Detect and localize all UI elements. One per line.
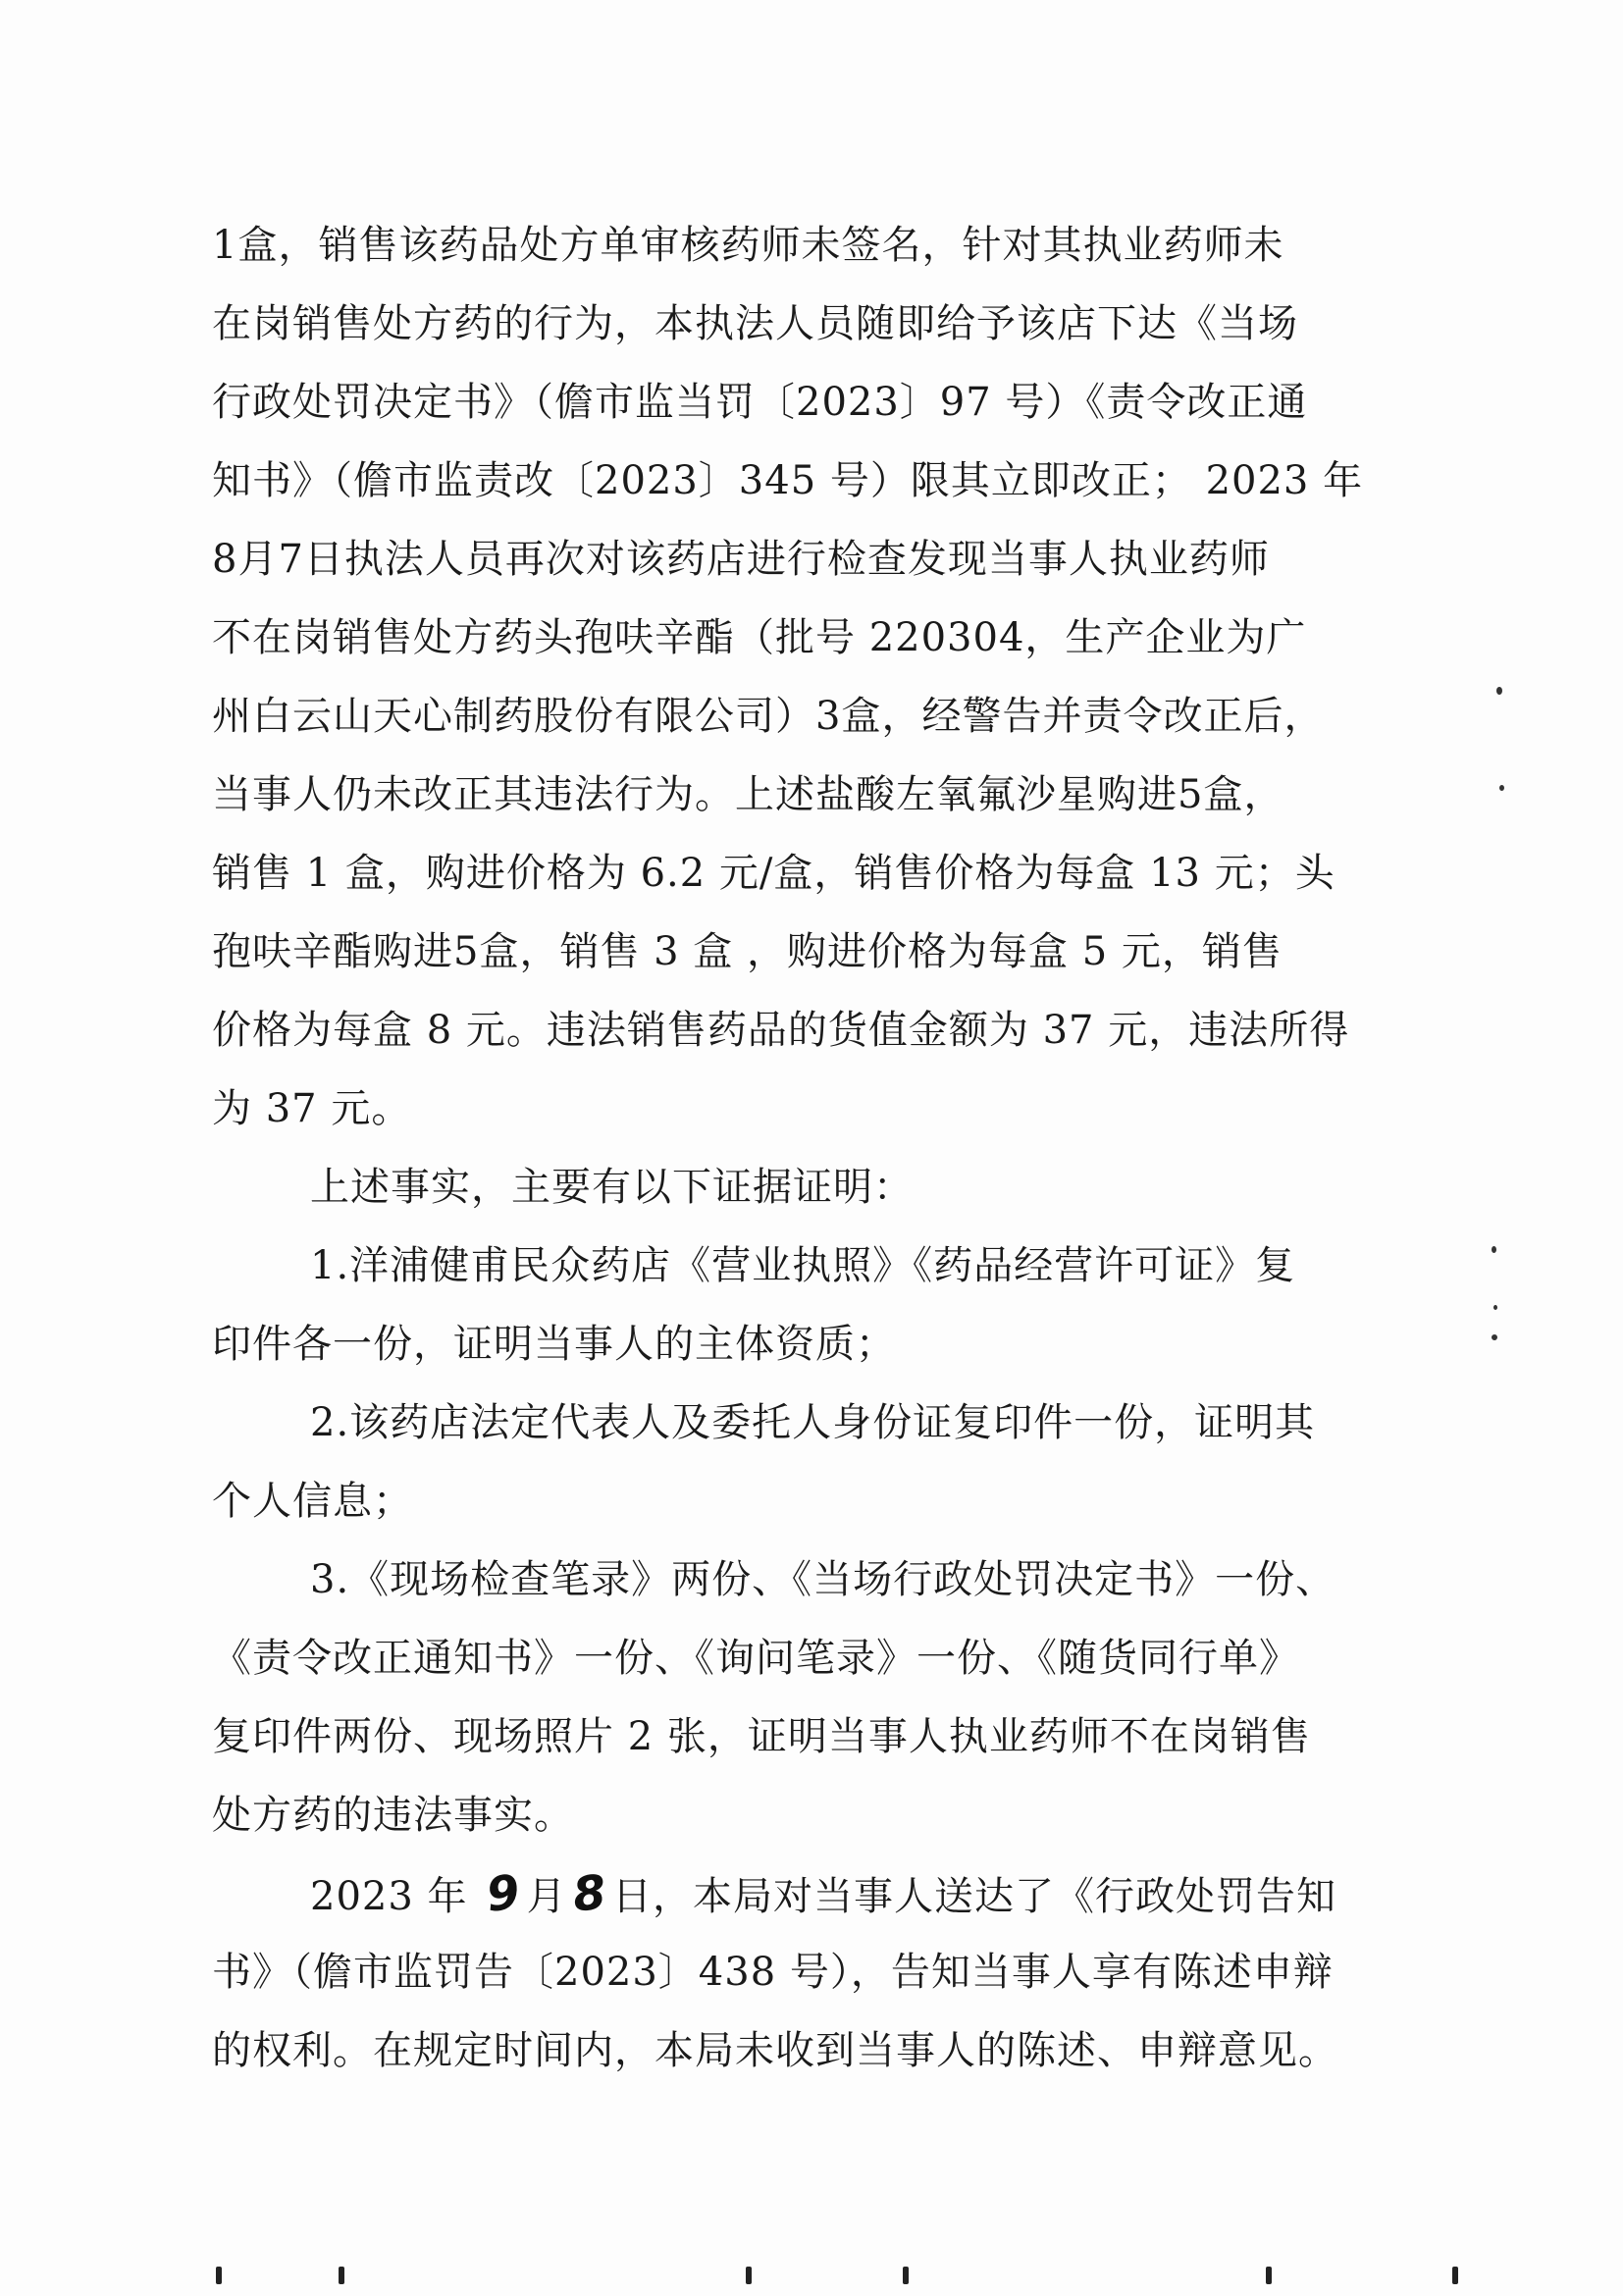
bottom-scan-marks (196, 2257, 1472, 2286)
scan-speck (1492, 1246, 1496, 1253)
scan-mark (1452, 2267, 1458, 2284)
text-line: 1.洋浦健甫民众药店《营业执照》《药品经营许可证》复 (310, 1243, 1296, 1288)
text-line: 知书》（儋市监责改〔2023〕345 号）限其立即改正； 2023 年 (212, 458, 1364, 503)
text-line: 的权利。在规定时间内，本局未收到当事人的陈述、申辩意见。 (212, 2028, 1338, 2073)
text-line: 处方药的违法事实。 (212, 1793, 574, 1838)
scan-speck (1496, 687, 1502, 695)
text-line: 《责令改正通知书》一份、《询问笔录》一份、《随货同行单》 (212, 1636, 1299, 1681)
scan-mark (216, 2267, 222, 2284)
scan-speck (1492, 1334, 1497, 1340)
paragraph-notice (212, 1854, 1414, 2090)
text-line: 印件各一份，证明当事人的主体资质； (212, 1322, 896, 1367)
notice-year: 2023 年 (310, 1874, 482, 1919)
text-line: 州白云山天心制药股份有限公司）3盒，经警告并责令改正后， (212, 694, 1325, 739)
notice-month-suffix: 月 (526, 1874, 567, 1919)
text-line: 为 37 元。 (212, 1086, 412, 1131)
text-line: 上述事实，主要有以下证据证明： (310, 1165, 914, 1210)
notice-line-1 (212, 1854, 1414, 1933)
text-line: 个人信息； (212, 1479, 413, 1524)
scan-mark (339, 2267, 344, 2284)
text-line: 销售 1 盒，购进价格为 6.2 元/盒，销售价格为每盒 13 元；头 (212, 851, 1335, 896)
paragraph-evidence-intro (212, 1148, 1414, 1226)
text-line: 3.《现场检查笔录》两份、《当场行政处罚决定书》一份、 (310, 1557, 1336, 1602)
text-line: 书》（儋市监罚告〔2023〕438 号），告知当事人享有陈述申辩 (212, 1950, 1334, 1995)
text-line: 价格为每盒 8 元。违法销售药品的货值金额为 37 元，违法所得 (212, 1008, 1350, 1053)
text-line: 1盒，销售该药品处方单审核药师未签名，针对其执业药师未 (212, 223, 1284, 268)
text-line: 不在岗销售处方药头孢呋辛酯（批号 220304，生产企业为广 (212, 615, 1307, 660)
handwritten-day: 8 (569, 1864, 609, 1923)
text-line: 在岗销售处方药的行为，本执法人员随即给予该店下达《当场 (212, 301, 1298, 346)
notice-day-suffix: 日，本局对当事人送达了《行政处罚告知 (612, 1874, 1337, 1919)
scan-mark (746, 2267, 752, 2284)
paragraph-evidence-1 (212, 1226, 1414, 1383)
scan-mark (903, 2267, 909, 2284)
text-line: 2.该药店法定代表人及委托人身份证复印件一份，证明其 (310, 1400, 1316, 1445)
paragraph-evidence-3 (212, 1540, 1414, 1854)
scan-mark (1266, 2267, 1272, 2284)
text-line: 行政处罚决定书》（儋市监当罚〔2023〕97 号）《责令改正通 (212, 380, 1308, 425)
scan-speck (1499, 785, 1504, 791)
paragraph-facts (212, 206, 1414, 1148)
scan-speck (1493, 1305, 1497, 1310)
text-line: 复印件两份、现场照片 2 张，证明当事人执业药师不在岗销售 (212, 1714, 1311, 1759)
handwritten-month: 9 (484, 1864, 524, 1923)
text-line: 孢呋辛酯购进5盒，销售 3 盒 ，购进价格为每盒 5 元，销售 (212, 929, 1283, 974)
text-line: 当事人仍未改正其违法行为。上述盐酸左氧氟沙星购进5盒， (212, 772, 1284, 817)
text-line: 8月7日执法人员再次对该药店进行检查发现当事人执业药师 (212, 537, 1270, 582)
document-body (212, 206, 1414, 2090)
paragraph-evidence-2 (212, 1383, 1414, 1540)
